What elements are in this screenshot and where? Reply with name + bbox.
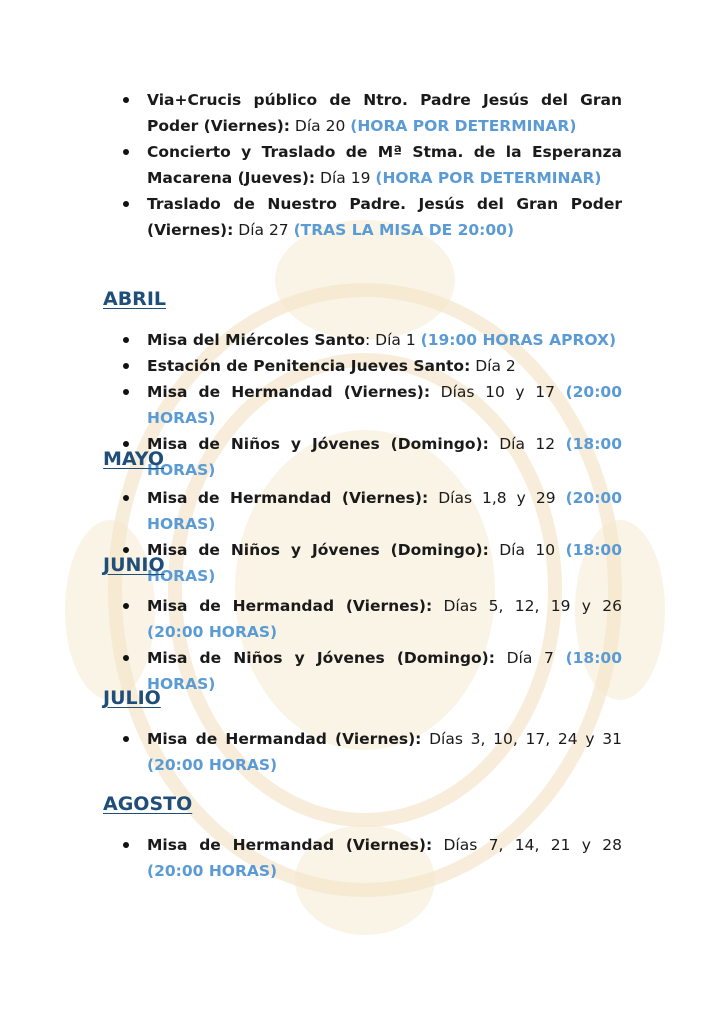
list-item: Traslado de Nuestro Padre. Jesús del Gran Poder (Viernes): Día 27 (TRAS LA MISA DE 20:00) <box>120 191 622 243</box>
list-item: Misa de Niños y Jóvenes (Domingo): Día 12 (18:00 HORAS) <box>120 431 622 483</box>
list-item: Misa de Hermandad (Viernes): Días 7, 14, 21 y 28 (20:00 HORAS) <box>120 832 622 884</box>
agosto-list <box>120 832 622 884</box>
section-heading-junio: JUNIO <box>103 554 165 576</box>
list-item: Misa de Niños y Jóvenes (Domingo): Día 10 (18:00 HORAS) <box>120 537 622 589</box>
list-item: Misa de Hermandad (Viernes): Días 5, 12, 19 y 26 (20:00 HORAS) <box>120 593 622 645</box>
abril-list <box>120 327 622 483</box>
list-item: Misa de Niños y Jóvenes (Domingo): Día 7 (18:00 HORAS) <box>120 645 622 697</box>
section-heading-julio: JULIO <box>103 687 161 709</box>
mayo-list <box>120 485 622 589</box>
list-item: Misa de Hermandad (Viernes): Días 3, 10, 17, 24 y 31 (20:00 HORAS) <box>120 726 622 778</box>
list-item: Estación de Penitencia Jueves Santo: Día 2 <box>120 353 622 379</box>
list-item: Misa del Miércoles Santo: Día 1 (19:00 HORAS APROX) <box>120 327 622 353</box>
section-heading-mayo: MAYO <box>103 448 165 470</box>
section-heading-agosto: AGOSTO <box>103 793 193 815</box>
list-item: Misa de Hermandad (Viernes): Días 10 y 17 (20:00 HORAS) <box>120 379 622 431</box>
intro-list <box>120 87 622 243</box>
list-item: Misa de Hermandad (Viernes): Días 1,8 y 29 (20:00 HORAS) <box>120 485 622 537</box>
junio-list <box>120 593 622 697</box>
list-item: Via+Crucis público de Ntro. Padre Jesús del Gran Poder (Viernes): Día 20 (HORA POR DETERMINAR) <box>120 87 622 139</box>
list-item: Concierto y Traslado de Mª Stma. de la Esperanza Macarena (Jueves): Día 19 (HORA POR DETERMINAR) <box>120 139 622 191</box>
section-heading-abril: ABRIL <box>103 288 166 310</box>
julio-list <box>120 726 622 778</box>
